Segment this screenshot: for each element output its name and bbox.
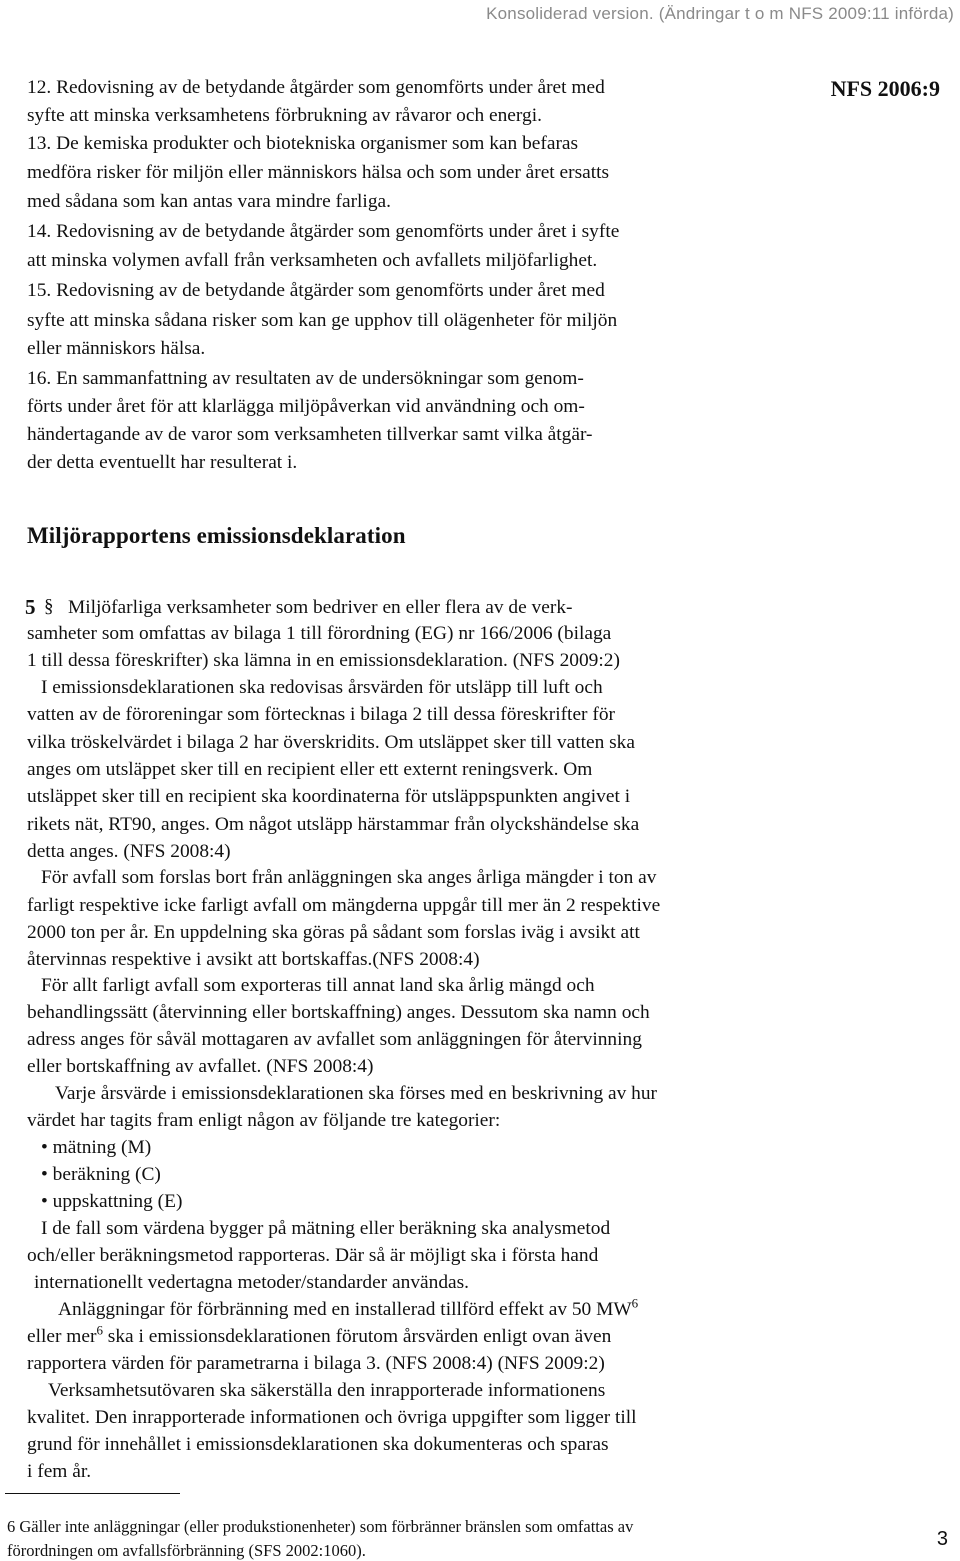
bullet-item: • uppskattning (E) [41,1191,183,1212]
list-line: der detta eventuellt har resulterat i. [27,452,298,473]
footnote-reference: 6 [631,1295,639,1311]
list-line: syfte att minska sådana risker som kan ge upphov till olägenheter för miljön [27,310,618,331]
footnote-line: förordningen om avfallsförbränning (SFS 2002:1060). [7,1541,366,1560]
list-line: syfte att minska verksamhetens förbrukning av råvaror och energi. [27,105,542,126]
consolidated-version-note: Konsoliderad version. (Ändringar t o m NFS 2009:11 införda) [486,4,954,23]
body-line: detta anges. (NFS 2008:4) [27,841,231,862]
body-line: I emissionsdeklarationen ska redovisas årsvärden för utsläpp till luft och [41,677,603,698]
list-line: händertagande av de varor som verksamheten tillverkar samt vilka åtgär- [27,424,593,445]
body-line: 2000 ton per år. En uppdelning ska göras på sådant som forslas iväg i avsikt att [27,922,640,943]
section-heading: Miljörapportens emissionsdeklaration [27,523,406,548]
body-line: För allt farligt avfall som exporteras till annat land ska årlig mängd och [41,975,595,996]
list-line: med sådana som kan antas vara mindre farliga. [27,191,391,212]
page-number: 3 [936,1528,948,1550]
body-line: Varje årsvärde i emissionsdeklarationen ska förses med en beskrivning av hur [55,1083,658,1104]
body-line [58,1295,639,1320]
body-line: vilka tröskelvärdet i bilaga 2 har överskridits. Om utsläppet sker till vatten ska [27,732,635,753]
body-line: 1 till dessa föreskrifter) ska lämna in en emissionsdeklaration. (NFS 2009:2) [27,650,620,671]
list-line: eller människors hälsa. [27,338,206,359]
body-line: adress anges för såväl mottagaren av avfallet som anläggningen för återvinning [27,1029,642,1050]
body-line: behandlingssätt (återvinning eller bortskaffning) anges. Dessutom ska namn och [27,1002,650,1023]
body-line-text: ska i emissionsdeklarationen förutom årsvärden enligt ovan även [102,1326,612,1347]
list-line: att minska volymen avfall från verksamheten och avfallets miljöfarlighet. [27,250,598,271]
body-line: i fem år. [27,1461,92,1482]
body-line: samheter som omfattas av bilaga 1 till förordning (EG) nr 166/2006 (bilaga [27,623,612,644]
body-line: anges om utsläppet sker till en recipient eller ett externt reningsverk. Om [27,759,593,780]
list-line: 16. En sammanfattning av resultaten av de undersökningar som genom- [27,368,584,389]
list-line: 12. Redovisning av de betydande åtgärder som genomförts under året med [27,77,605,98]
document-id: NFS 2006:9 [830,76,940,101]
list-line: 14. Redovisning av de betydande åtgärder som genomförts under året i syfte [27,221,620,242]
body-line-text: Anläggningar för förbränning med en installerad tillförd effekt av 50 MW [58,1299,632,1320]
body-line: rapportera värden för parametrarna i bilaga 3. (NFS 2008:4) (NFS 2009:2) [27,1353,605,1374]
body-line: I de fall som värdena bygger på mätning eller beräkning ska analysmetod [41,1218,611,1239]
paragraph-sign: § [44,596,54,617]
paragraph-number: 5 [25,595,36,619]
body-line-text: eller mer [27,1326,97,1347]
list-line: medföra risker för miljön eller människors hälsa och som under året ersatts [27,162,610,183]
body-line: utsläppet sker till en recipient ska koordinaterna för utsläppspunkten angivet i [27,786,631,807]
body-line: kvalitet. Den inrapporterade informationen och övriga uppgifter som ligger till [27,1407,637,1428]
body-line: återvinnas respektive i avsikt att bortskaffas.(NFS 2008:4) [27,949,480,970]
body-line: Miljöfarliga verksamheter som bedriver en eller flera av de verk- [68,597,573,618]
list-line: 15. Redovisning av de betydande åtgärder som genomförts under året med [27,280,605,301]
body-line: rikets nät, RT90, anges. Om något utsläpp härstammar från olyckshändelse ska [27,814,640,835]
body-line: internationellt vedertagna metoder/standarder användas. [34,1272,470,1293]
body-line: vatten av de föroreningar som förtecknas i bilaga 2 till dessa föreskrifter för [27,704,615,725]
body-line: grund för innehållet i emissionsdeklarationen ska dokumenteras och sparas [27,1434,609,1455]
footnote-separator [5,1493,180,1494]
footnote-reference: 6 [96,1322,103,1338]
footnote-line: 6 Gäller inte anläggningar (eller produkstionenheter) som förbränner bränslen som omfattas av [7,1517,634,1536]
body-line: För avfall som forslas bort från anläggningen ska anges årliga mängder i ton av [41,867,657,888]
body-line: Verksamhetsutövaren ska säkerställa den inrapporterade informationens [48,1380,606,1401]
body-line: värdet har tagits fram enligt någon av följande tre kategorier: [27,1110,501,1131]
bullet-item: • mätning (M) [41,1137,152,1158]
body-line: eller bortskaffning av avfallet. (NFS 2008:4) [27,1056,374,1077]
bullet-item: • beräkning (C) [41,1164,161,1185]
body-line: och/eller beräkningsmetod rapporteras. Där så är möjligt ska i första hand [27,1245,599,1266]
body-line [27,1322,612,1347]
list-line: 13. De kemiska produkter och biotekniska organismer som kan befaras [27,133,579,154]
body-line: farligt respektive icke farligt avfall om mängderna uppgår till mer än 2 respektive [27,895,661,916]
list-line: förts under året för att klarlägga miljöpåverkan vid användning och om- [27,396,585,417]
